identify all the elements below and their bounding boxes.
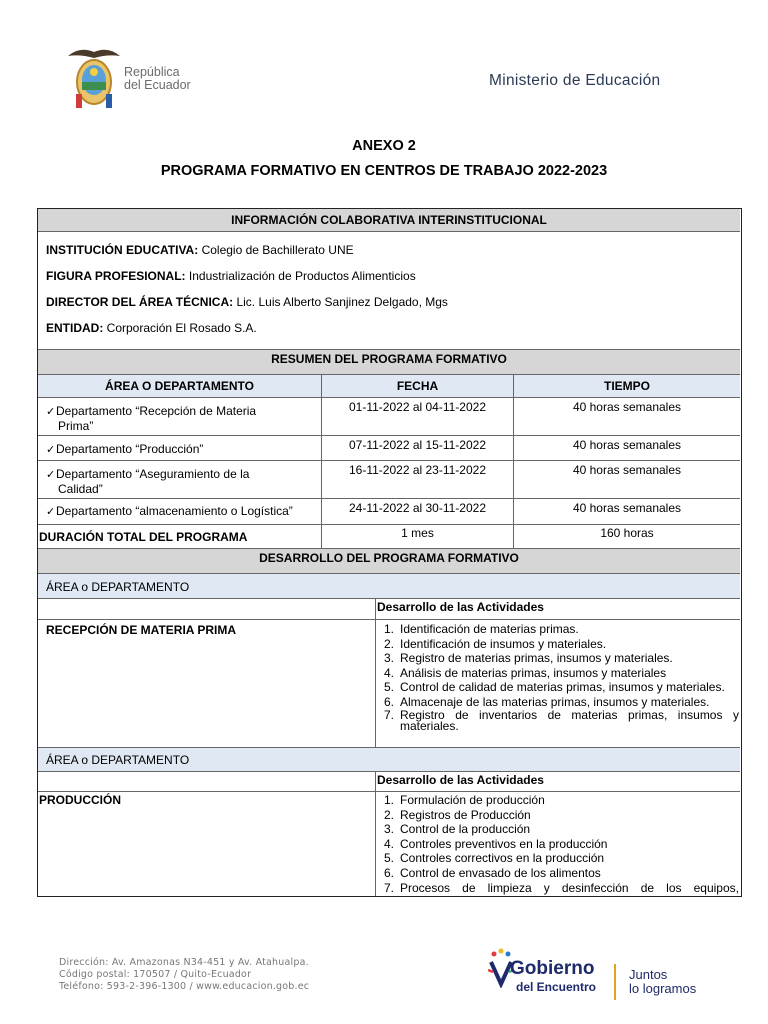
activities-list <box>375 620 740 747</box>
logo-text-line1: República <box>124 65 180 79</box>
list-item-text: Identificación de insumos y materiales. <box>400 636 607 651</box>
row-tiempo: 40 horas semanales <box>513 499 740 524</box>
list-item: 5. Controles correctivos en la producción <box>384 851 605 866</box>
institucion-value: Colegio de Bachillerato UNE <box>201 243 354 257</box>
section-name: RECEPCIÓN DE MATERIA PRIMA <box>46 623 237 637</box>
page-header <box>0 0 768 120</box>
table-row <box>38 461 740 499</box>
row-area-line1: Departamento “Recepción de Materia <box>56 404 257 418</box>
address-line3: Teléfono: 593-2-396-1300 / www.educacion.gob.ec <box>59 981 310 992</box>
area-label: ÁREA o DEPARTAMENTO <box>46 753 190 767</box>
column-header-tiempo: TIEMPO <box>513 375 740 397</box>
info-heading-text: INFORMACIÓN COLABORATIVA INTERINSTITUCIONAL <box>231 213 547 227</box>
list-item-text: Procesos de limpieza y desinfección de los equipos, <box>400 880 739 895</box>
list-item-text: Control de envasado de los alimentos <box>400 865 601 880</box>
desarrollo-heading <box>38 549 740 574</box>
slogan-line1: Juntos <box>629 967 668 982</box>
checkmark-icon: ✓ <box>46 406 56 418</box>
info-heading <box>38 209 740 232</box>
list-item: 2. Registros de Producción <box>384 807 531 822</box>
row-area-line1: Departamento “Producción” <box>56 442 204 456</box>
table-row <box>38 499 740 525</box>
figura-label: FIGURA PROFESIONAL: <box>46 269 186 283</box>
list-item: 6. Almacenaje de las materias primas, insumos y materiales. <box>384 694 710 709</box>
republica-ecuador-logo <box>66 44 216 110</box>
column-header-area: ÁREA O DEPARTAMENTO <box>105 379 254 393</box>
actividades-label: Desarrollo de las Actividades <box>375 599 740 619</box>
row-area-line1: Departamento “almacenamiento o Logística” <box>56 504 293 518</box>
list-item: 1. Formulación de producción <box>384 793 545 807</box>
slogan <box>629 968 696 996</box>
address-line2: Código postal: 170507 / Quito-Ecuador <box>59 969 252 980</box>
slogan-line2: lo logramos <box>629 981 697 996</box>
list-item: 7. Registro de inventarios de materias primas, insumos y materiales. <box>384 707 739 733</box>
actividades-header-row <box>38 599 740 620</box>
director-label: DIRECTOR DEL ÁREA TÉCNICA: <box>46 295 234 309</box>
table-row <box>38 398 740 436</box>
row-area-line2: Prima” <box>58 419 94 433</box>
list-item: 3. Control de la producción <box>384 822 531 837</box>
entidad-value: Corporación El Rosado S.A. <box>106 321 257 335</box>
list-item-text: Formulación de producción <box>400 793 545 807</box>
gobierno-title: Gobierno <box>510 958 595 979</box>
list-item-text: Control de calidad de materias primas, insumos y materiales. <box>400 680 725 695</box>
list-item: 6. Control de envasado de los alimentos <box>384 865 601 880</box>
row-tiempo: 40 horas semanales <box>513 398 740 435</box>
entidad-label: ENTIDAD: <box>46 321 104 335</box>
row-area <box>46 442 316 460</box>
list-item-text: Identificación de materias primas. <box>400 622 579 636</box>
activities-list <box>375 792 740 896</box>
total-fecha: 1 mes <box>321 525 513 548</box>
row-tiempo: 40 horas semanales <box>513 461 740 498</box>
row-area-line2: Calidad” <box>58 482 103 496</box>
institucion-line <box>46 243 354 257</box>
institucion-label: INSTITUCIÓN EDUCATIVA: <box>46 243 199 257</box>
row-fecha: 01-11-2022 al 04-11-2022 <box>321 398 513 435</box>
entidad-line <box>46 321 257 335</box>
ministry-name: Ministerio de Educación <box>489 72 661 89</box>
address-line1: Dirección: Av. Amazonas N34-451 y Av. Atahualpa. <box>59 957 309 968</box>
list-item-text: Registro de materias primas, insumos y materiales. <box>400 651 673 666</box>
section-recepcion <box>38 620 740 748</box>
row-area-line1: Departamento “Aseguramiento de la <box>56 467 250 481</box>
row-area <box>46 404 316 435</box>
actividades-header-row <box>38 772 740 792</box>
document-title: ANEXO 2 <box>352 138 416 154</box>
list-item: 4. Controles preventivos en la producción <box>384 836 608 851</box>
row-tiempo: 40 horas semanales <box>513 436 740 460</box>
list-item-text: Control de la producción <box>400 822 531 837</box>
divider <box>614 964 616 1000</box>
row-area <box>46 504 322 524</box>
resumen-heading-text: RESUMEN DEL PROGRAMA FORMATIVO <box>271 352 507 366</box>
logo-text-line2: del Ecuador <box>124 78 191 92</box>
row-area <box>46 467 316 498</box>
gobierno-logo <box>486 946 716 1002</box>
document-subtitle: PROGRAMA FORMATIVO EN CENTROS DE TRABAJO 2022-2023 <box>160 163 608 179</box>
figura-line <box>46 269 416 283</box>
footer-address <box>59 957 309 993</box>
list-item: 2. Identificación de insumos y materiales. <box>384 636 607 651</box>
row-fecha: 07-11-2022 al 15-11-2022 <box>321 436 513 460</box>
area-label-row <box>38 574 740 599</box>
figura-value: Industrialización de Productos Alimenticios <box>188 269 416 283</box>
column-header-fecha: FECHA <box>321 375 513 397</box>
total-row <box>38 525 740 549</box>
resumen-heading <box>38 350 740 375</box>
resumen-column-headers <box>38 375 740 398</box>
program-table <box>37 208 742 897</box>
checkmark-icon: ✓ <box>46 469 56 481</box>
director-line <box>46 295 448 309</box>
table-row <box>38 436 740 461</box>
total-label: DURACIÓN TOTAL DEL PROGRAMA <box>39 530 248 544</box>
section-name: PRODUCCIÓN <box>39 793 122 807</box>
list-item-text: Análisis de materias primas, insumos y materiales <box>400 665 667 680</box>
row-fecha: 24-11-2022 al 30-11-2022 <box>321 499 513 524</box>
list-item-text: Controles preventivos en la producción <box>400 836 608 851</box>
list-item: 4. Análisis de materias primas, insumos y materiales <box>384 665 667 680</box>
row-fecha: 16-11-2022 al 23-11-2022 <box>321 461 513 498</box>
list-item-text: Registro de inventarios de materias primas, insumos y materiales. <box>400 707 739 733</box>
list-item-text: Registros de Producción <box>400 807 531 822</box>
info-section <box>38 232 740 350</box>
list-item-text: Controles correctivos en la producción <box>400 851 605 866</box>
list-item: 1. Identificación de materias primas. <box>384 622 579 636</box>
total-tiempo: 160 horas <box>513 525 740 548</box>
area-label: ÁREA o DEPARTAMENTO <box>46 580 190 594</box>
section-produccion <box>38 792 740 896</box>
list-item: 5. Control de calidad de materias primas, insumos y materiales. <box>384 680 725 695</box>
checkmark-icon: ✓ <box>46 444 56 456</box>
coat-of-arms-icon <box>66 44 122 110</box>
list-item: 3. Registro de materias primas, insumos y materiales. <box>384 651 673 666</box>
director-value: Lic. Luis Alberto Sanjinez Delgado, Mgs <box>236 295 448 309</box>
checkmark-icon: ✓ <box>46 506 56 518</box>
area-label-row <box>38 748 740 772</box>
list-item: 7. Procesos de limpieza y desinfección de los equipos, <box>384 880 739 895</box>
actividades-label: Desarrollo de las Actividades <box>375 772 740 791</box>
desarrollo-heading-text: DESARROLLO DEL PROGRAMA FORMATIVO <box>259 551 519 565</box>
gobierno-subtitle: del Encuentro <box>516 980 597 994</box>
list-item-text: Almacenaje de las materias primas, insumos y materiales. <box>400 694 710 709</box>
